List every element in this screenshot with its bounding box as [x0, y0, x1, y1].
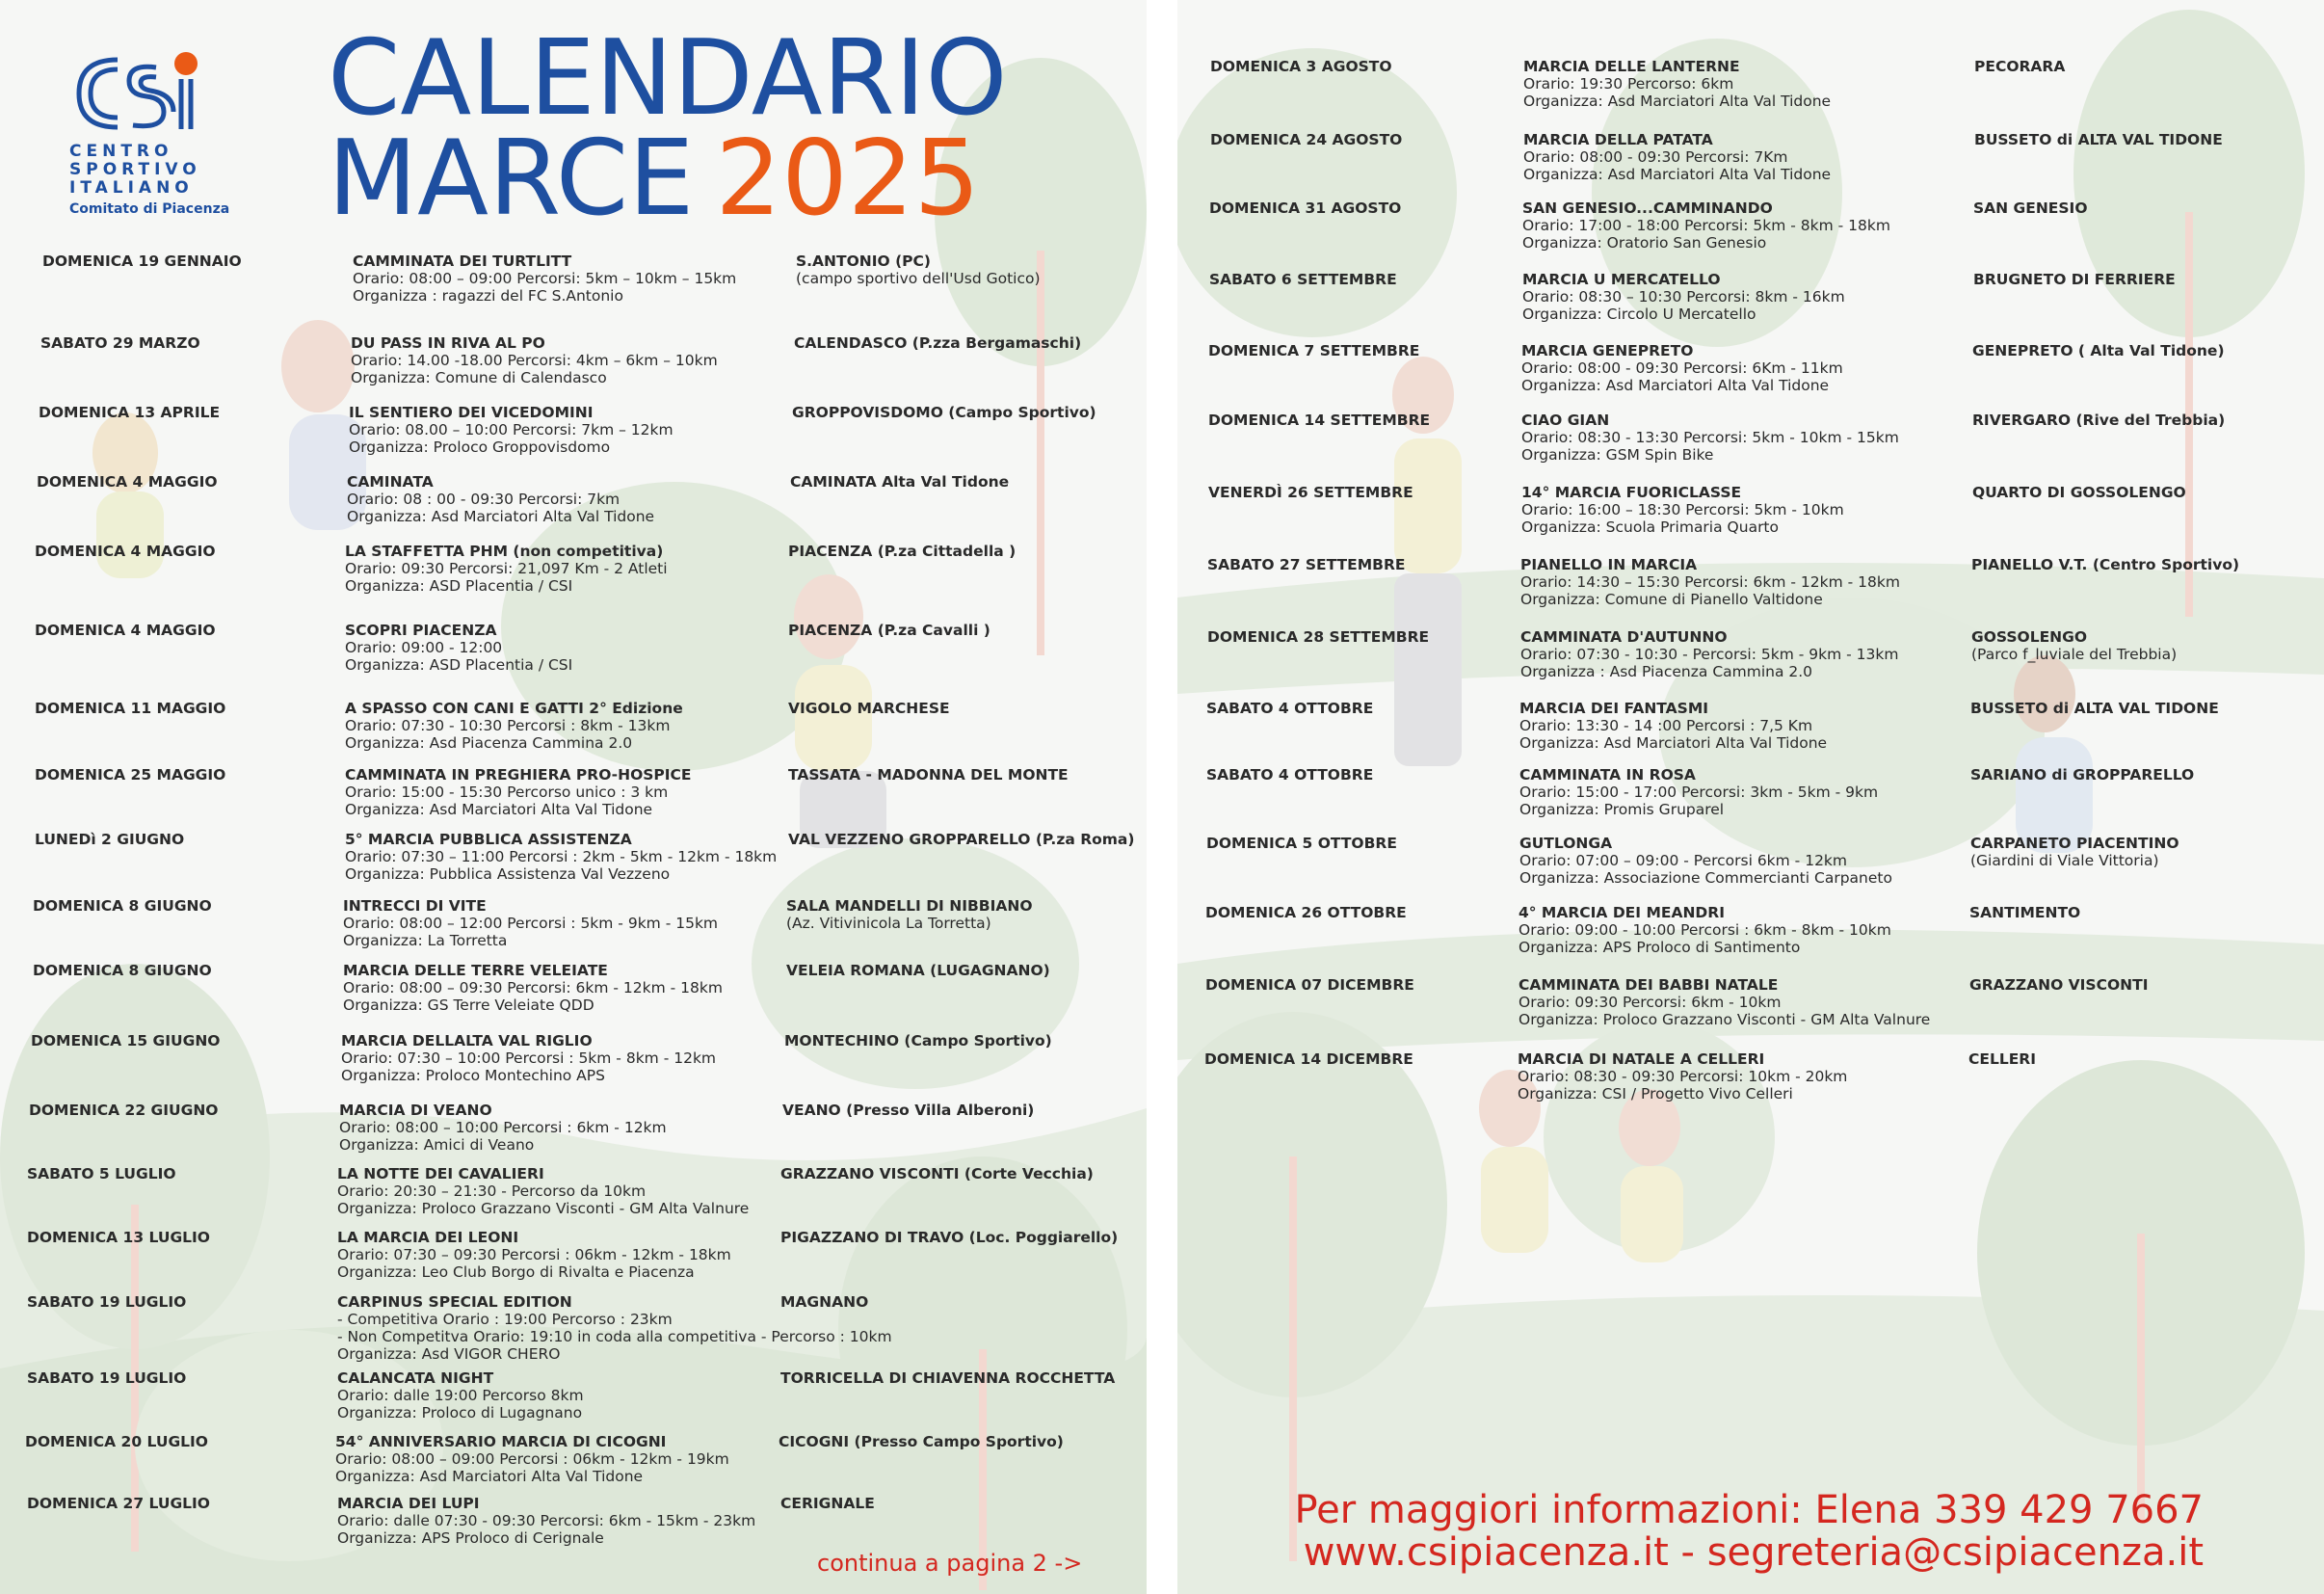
event-info-line: Orario: 09:30 Percorsi: 21,097 Km - 2 Atleti: [345, 560, 668, 577]
event-details: [345, 700, 683, 752]
event-info-line: Organizza: Comune di Calendasco: [351, 369, 607, 386]
event-info-line: Orario: 13:30 - 14 :00 Percorsi : 7,5 Km: [1519, 717, 1813, 734]
event-date: DOMENICA 19 GENNAIO: [42, 252, 242, 270]
event-details: [353, 252, 736, 305]
event-place-name: PIACENZA (P.za Cittadella ): [788, 543, 1017, 560]
event-date: DOMENICA 22 GIUGNO: [29, 1102, 219, 1119]
event-info-line: Organizza: Asd Piacenza Cammina 2.0: [345, 734, 633, 752]
event-name: CAMMINATA IN ROSA: [1519, 766, 1696, 784]
event-name: CAMMINATA IN PREGHIERA PRO-HOSPICE: [345, 766, 692, 784]
event-info-line: Organizza: Asd Marciatori Alta Val Tidone: [1523, 166, 1832, 183]
event-name: CAMINATA: [347, 473, 434, 491]
event-info-line: Organizza : ragazzi del FC S.Antonio: [353, 287, 623, 305]
event-date: DOMENICA 4 MAGGIO: [35, 622, 216, 639]
event-place-name: GROPPOVISDOMO (Campo Sportivo): [792, 404, 1096, 421]
event-place-name: GENEPRETO ( Alta Val Tidone): [1972, 342, 2225, 359]
logo-line-1: CENTRO: [69, 142, 173, 161]
event-place-name: TASSATA - MADONNA DEL MONTE: [788, 766, 1069, 784]
event-info-line: Orario: 08:00 – 09:00 Percorsi: 5km – 10km – 15km: [353, 270, 737, 287]
event-name: MARCIA DI NATALE A CELLERI: [1518, 1050, 1765, 1068]
event-info-line: Organizza: Proloco Montechino APS: [341, 1067, 605, 1084]
event-info-line: Orario: 07:30 - 10:30 - Percorsi: 5km - 9km - 13km: [1520, 646, 1899, 663]
event-place-name: GOSSOLENGO: [1971, 628, 2088, 646]
event-name: CAMMINATA DEI BABBI NATALE: [1519, 976, 1779, 994]
event-date: DOMENICA 13 LUGLIO: [27, 1229, 210, 1246]
event-name: SAN GENESIO...CAMMINANDO: [1522, 199, 1773, 217]
event-name: LA STAFFETTA PHM (non competitiva): [345, 543, 664, 560]
event-place-name: MONTECHINO (Campo Sportivo): [784, 1032, 1052, 1049]
event-details: [1520, 628, 1898, 680]
event-place-name: CELLERI: [1968, 1050, 2037, 1068]
event-info-line: Organizza: Proloco Grazzano Visconti - GM Alta Valnure: [337, 1200, 750, 1217]
event-place-name: QUARTO DI GOSSOLENGO: [1972, 484, 2186, 501]
right-page: [1177, 0, 2324, 1594]
event-date: SABATO 27 SETTEMBRE: [1207, 556, 1406, 573]
logo-subtitle: Comitato di Piacenza: [69, 201, 230, 217]
event-info-line: Orario: 09:00 - 12:00: [345, 639, 503, 656]
event-place: [1972, 412, 2225, 429]
left-page: [0, 0, 1147, 1594]
event-place: [780, 1293, 868, 1311]
event-place: [794, 334, 1081, 352]
event-details: [349, 404, 673, 456]
event-place: [1972, 342, 2225, 359]
event-date: SABATO 29 MARZO: [40, 334, 200, 352]
event-date: DOMENICA 14 DICEMBRE: [1204, 1050, 1413, 1068]
event-date: DOMENICA 7 SETTEMBRE: [1208, 342, 1420, 359]
event-place-name: TORRICELLA DI CHIAVENNA ROCCHETTA: [780, 1369, 1116, 1387]
event-info-line: - Competitiva Orario : 19:00 Percorso : 23km: [337, 1311, 673, 1328]
event-info-line: Orario: 07:30 – 10:00 Percorsi : 5km - 8km - 12km: [341, 1049, 717, 1067]
event-date: DOMENICA 25 MAGGIO: [35, 766, 226, 784]
event-details: [1521, 342, 1843, 394]
event-info-line: Organizza: Circolo U Mercatello: [1522, 306, 1756, 323]
event-details: [337, 1369, 584, 1421]
event-place-note: (campo sportivo dell'Usd Gotico): [796, 270, 1041, 287]
event-place: [1974, 131, 2223, 148]
event-place: [788, 766, 1069, 784]
event-info-line: Orario: 07:00 – 09:00 - Percorsi 6km - 12km: [1519, 852, 1848, 869]
event-date: DOMENICA 07 DICEMBRE: [1205, 976, 1414, 994]
event-place: [1970, 766, 2194, 784]
event-place: [1973, 199, 2088, 217]
event-info-line: Orario: 08:30 - 13:30 Percorsi: 5km - 10km - 15km: [1521, 429, 1899, 446]
event-place: [1971, 628, 2177, 663]
logo-line-2: SPORTIVO: [69, 160, 201, 179]
contact-phone: Per maggiori informazioni: Elena 339 429 7667: [1294, 1488, 2204, 1532]
title-line-1: CALENDARIO: [328, 18, 1008, 139]
event-name: LA MARCIA DEI LEONI: [337, 1229, 519, 1246]
event-name: CAMMINATA DEI TURTLITT: [353, 252, 572, 270]
event-details: [343, 897, 718, 949]
event-info-line: Orario: 08:00 – 09:30 Percorsi: 6km - 12km - 18km: [343, 979, 723, 996]
event-place-name: MAGNANO: [780, 1293, 869, 1311]
event-place-name: SARIANO di GROPPARELLO: [1970, 766, 2195, 784]
event-name: INTRECCI DI VITE: [343, 897, 487, 915]
event-date: SABATO 6 SETTEMBRE: [1209, 271, 1397, 288]
event-place-name: CERIGNALE: [780, 1495, 875, 1512]
event-details: [341, 1032, 716, 1084]
event-place-name: CALENDASCO (P.zza Bergamaschi): [794, 334, 1082, 352]
event-info-line: Orario: 08:00 - 09:30 Percorsi: 7Km: [1523, 148, 1788, 166]
event-date: DOMENICA 28 SETTEMBRE: [1207, 628, 1430, 646]
event-details: [1519, 904, 1891, 956]
event-place: [788, 622, 990, 639]
event-place: [788, 543, 1016, 560]
event-details: [1519, 976, 1930, 1028]
event-name: 5° MARCIA PUBBLICA ASSISTENZA: [345, 831, 632, 848]
contact-web-email: www.csipiacenza.it - segreteria@csipiacenza.it: [1303, 1530, 2204, 1575]
left-event-list: [0, 0, 1147, 1594]
event-place: [786, 962, 1050, 979]
event-name: MARCIA DI VEANO: [339, 1102, 492, 1119]
event-place-name: SALA MANDELLI DI NIBBIANO: [786, 897, 1033, 915]
event-info-line: Organizza: Promis Gruparel: [1519, 801, 1725, 818]
event-info-line: Organizza: Comune di Pianello Valtidone: [1520, 591, 1823, 608]
event-place: [1969, 904, 2080, 921]
event-place-note: (Az. Vitivinicola La Torretta): [786, 915, 991, 932]
event-place: [1972, 484, 2186, 501]
event-info-line: Orario: 07:30 – 11:00 Percorsi : 2km - 5km - 12km - 18km: [345, 848, 778, 865]
title-line-2: MARCE: [328, 119, 695, 239]
event-place-name: GRAZZANO VISCONTI: [1969, 976, 2149, 994]
event-date: DOMENICA 27 LUGLIO: [27, 1495, 210, 1512]
event-info-line: Orario: 15:00 - 17:00 Percorsi: 3km - 5km - 9km: [1519, 784, 1879, 801]
event-place: [780, 1229, 1118, 1246]
event-info-line: Organizza: Asd Marciatori Alta Val Tidone: [335, 1468, 644, 1485]
event-name: 4° MARCIA DEI MEANDRI: [1519, 904, 1725, 921]
event-info-line: Orario: 09:00 - 10:00 Percorsi : 6km - 8km - 10km: [1519, 921, 1891, 939]
event-date: DOMENICA 4 MAGGIO: [35, 543, 216, 560]
event-details: [345, 622, 572, 674]
event-details: [337, 1495, 755, 1547]
event-info-line: Organizza: Proloco Grazzano Visconti - GM Alta Valnure: [1519, 1011, 1931, 1028]
event-date: DOMENICA 11 MAGGIO: [35, 700, 226, 717]
event-place-name: PIANELLO V.T. (Centro Sportivo): [1971, 556, 2240, 573]
event-date: DOMENICA 31 AGOSTO: [1209, 199, 1402, 217]
event-name: MARCIA DELLE TERRE VELEIATE: [343, 962, 608, 979]
event-info-line: Orario: 19:30 Percorso: 6km: [1523, 75, 1734, 93]
event-details: [337, 1165, 749, 1217]
event-place-note: (Parco f_luviale del Trebbia): [1971, 646, 2178, 663]
event-info-line: Orario: 16:00 – 18:30 Percorsi: 5km - 10km: [1521, 501, 1844, 518]
event-details: [1521, 484, 1844, 536]
event-place-name: BUSSETO di ALTA VAL TIDONE: [1970, 700, 2219, 717]
event-info-line: Organizza: Asd Marciatori Alta Val Tidone: [347, 508, 655, 525]
event-place: [790, 473, 1009, 491]
event-info-line: Organizza: Amici di Veano: [339, 1136, 535, 1154]
event-name: MARCIA U MERCATELLO: [1522, 271, 1721, 288]
event-place-name: CARPANETO PIACENTINO: [1970, 835, 2179, 852]
event-date: DOMENICA 3 AGOSTO: [1210, 58, 1392, 75]
event-details: [1522, 271, 1845, 323]
event-place: [792, 404, 1096, 421]
event-name: MARCIA DELLA PATATA: [1523, 131, 1713, 148]
event-date: SABATO 4 OTTOBRE: [1206, 766, 1374, 784]
event-info-line: Organizza: Pubblica Assistenza Val Vezzeno: [345, 865, 671, 883]
event-name: GUTLONGA: [1519, 835, 1613, 852]
event-info-line: Organizza: Oratorio San Genesio: [1522, 234, 1767, 252]
event-date: DOMENICA 13 APRILE: [39, 404, 221, 421]
event-info-line: Organizza: GS Terre Veleiate QDD: [343, 996, 594, 1014]
event-place: [1970, 700, 2219, 717]
event-info-line: Orario: 14:30 – 15:30 Percorsi: 6km - 12km - 18km: [1520, 573, 1900, 591]
event-name: MARCIA DELLALTA VAL RIGLIO: [341, 1032, 593, 1049]
event-date: DOMENICA 8 GIUGNO: [33, 897, 212, 915]
event-details: [1521, 412, 1899, 464]
event-place: [1968, 1050, 2036, 1068]
event-place-name: CAMINATA Alta Val Tidone: [790, 473, 1010, 491]
event-place: [796, 252, 1041, 287]
event-info-line: Organizza: ASD Placentia / CSI: [345, 577, 573, 595]
event-date: SABATO 19 LUGLIO: [27, 1293, 187, 1311]
event-name: CIAO GIAN: [1521, 412, 1610, 429]
event-details: [337, 1229, 731, 1281]
event-place-name: S.ANTONIO (PC): [796, 252, 931, 270]
event-name: IL SENTIERO DEI VICEDOMINI: [349, 404, 594, 421]
event-details: [351, 334, 718, 386]
event-info-line: Orario: 14.00 -18.00 Percorsi: 4km – 6km – 10km: [351, 352, 718, 369]
event-info-line: Organizza: APS Proloco di Cerignale: [337, 1529, 604, 1547]
event-info-line: Organizza: Asd Marciatori Alta Val Tidone: [1519, 734, 1828, 752]
event-place-name: BRUGNETO DI FERRIERE: [1973, 271, 2176, 288]
event-date: DOMENICA 8 GIUGNO: [33, 962, 212, 979]
event-details: [1518, 1050, 1847, 1103]
event-details: [1522, 199, 1890, 252]
event-info-line: Organizza: Asd VIGOR CHERO: [337, 1345, 561, 1363]
event-date: DOMENICA 24 AGOSTO: [1210, 131, 1403, 148]
page-gutter: [1147, 0, 1177, 1594]
event-place: [779, 1433, 1064, 1450]
event-place-name: CICOGNI (Presso Campo Sportivo): [779, 1433, 1064, 1450]
event-name: MARCIA DEI FANTASMI: [1519, 700, 1709, 717]
event-info-line: Organizza: La Torretta: [343, 932, 508, 949]
event-details: [1523, 131, 1831, 183]
event-name: A SPASSO CON CANI E GATTI 2° Edizione: [345, 700, 683, 717]
event-info-line: Orario: dalle 07:30 - 09:30 Percorsi: 6km - 15km - 23km: [337, 1512, 756, 1529]
event-details: [347, 473, 654, 525]
event-details: [339, 1102, 667, 1154]
event-place-name: VIGOLO MARCHESE: [788, 700, 950, 717]
event-place-name: PIGAZZANO DI TRAVO (Loc. Poggiarello): [780, 1229, 1119, 1246]
event-info-line: Organizza: Proloco di Lugagnano: [337, 1404, 583, 1421]
event-info-line: Organizza: APS Proloco di Santimento: [1519, 939, 1801, 956]
event-date: DOMENICA 5 OTTOBRE: [1206, 835, 1397, 852]
event-info-line: Orario: 08 : 00 - 09:30 Percorsi: 7km: [347, 491, 621, 508]
event-name: CALANCATA NIGHT: [337, 1369, 494, 1387]
event-place-name: PECORARA: [1974, 58, 2066, 75]
event-info-line: Orario: 08:00 – 12:00 Percorsi : 5km - 9km - 15km: [343, 915, 719, 932]
event-info-line: Orario: 08.00 – 10:00 Percorsi: 7km – 12km: [349, 421, 673, 438]
event-place: [780, 1165, 1094, 1182]
event-place: [788, 831, 1134, 848]
event-place: [782, 1102, 1034, 1119]
event-place-name: RIVERGARO (Rive del Trebbia): [1972, 412, 2226, 429]
event-info-line: Orario: 08:00 - 09:30 Percorsi: 6Km - 11km: [1521, 359, 1843, 377]
event-info-line: Organizza: Asd Marciatori Alta Val Tidone: [1521, 377, 1830, 394]
event-details: [345, 543, 668, 595]
event-details: [1520, 556, 1900, 608]
event-info-line: Orario: 20:30 – 21:30 - Percorso da 10km: [337, 1182, 647, 1200]
event-place-name: GRAZZANO VISCONTI (Corte Vecchia): [780, 1165, 1094, 1182]
event-place: [780, 1369, 1115, 1387]
event-info-line: Orario: 08:30 - 09:30 Percorsi: 10km - 20km: [1518, 1068, 1848, 1085]
contact-info: [1294, 1489, 2204, 1574]
event-info-line: Organizza: Asd Marciatori Alta Val Tidone: [1523, 93, 1832, 110]
event-place-name: PIACENZA (P.za Cavalli ): [788, 622, 990, 639]
event-date: DOMENICA 20 LUGLIO: [25, 1433, 208, 1450]
event-name: CAMMINATA D'AUTUNNO: [1520, 628, 1728, 646]
event-place-note: (Giardini di Viale Vittoria): [1970, 852, 2159, 869]
event-details: [343, 962, 723, 1014]
event-info-line: Organizza: Asd Marciatori Alta Val Tidone: [345, 801, 653, 818]
event-details: [1519, 835, 1892, 887]
event-details: [345, 831, 777, 883]
event-place-name: SAN GENESIO: [1973, 199, 2088, 217]
event-name: CARPINUS SPECIAL EDITION: [337, 1293, 572, 1311]
event-place: [1971, 556, 2239, 573]
event-name: SCOPRI PIACENZA: [345, 622, 497, 639]
event-place: [1974, 58, 2065, 75]
event-place: [788, 700, 950, 717]
event-info-line: Orario: 09:30 Percorsi: 6km - 10km: [1519, 994, 1782, 1011]
event-info-line: Orario: 08:00 – 09:00 Percorsi : 06km - 12km - 19km: [335, 1450, 729, 1468]
event-info-line: Organizza: ASD Placentia / CSI: [345, 656, 573, 674]
event-place-name: VEANO (Presso Villa Alberoni): [782, 1102, 1035, 1119]
event-info-line: Orario: dalle 19:00 Percorso 8km: [337, 1387, 584, 1404]
event-info-line: Orario: 08:00 – 10:00 Percorsi : 6km - 12km: [339, 1119, 667, 1136]
event-info-line: Organizza: Associazione Commercianti Carpaneto: [1519, 869, 1892, 887]
event-info-line: Orario: 17:00 - 18:00 Percorsi: 5km - 8km - 18km: [1522, 217, 1890, 234]
event-date: VENERDÌ 26 SETTEMBRE: [1208, 484, 1413, 501]
event-place-name: VELEIA ROMANA (LUGAGNANO): [786, 962, 1050, 979]
event-info-line: Organizza : Asd Piacenza Cammina 2.0: [1520, 663, 1813, 680]
event-name: 54° ANNIVERSARIO MARCIA DI CICOGNI: [335, 1433, 667, 1450]
event-name: PIANELLO IN MARCIA: [1520, 556, 1698, 573]
event-place: [1970, 835, 2179, 869]
event-info-line: - Non Competitva Orario: 19:10 in coda alla competitiva - Percorso : 10km: [337, 1328, 892, 1345]
event-date: DOMENICA 15 GIUGNO: [31, 1032, 221, 1049]
event-place-name: SANTIMENTO: [1969, 904, 2081, 921]
event-place: [780, 1495, 875, 1512]
event-date: DOMENICA 26 OTTOBRE: [1205, 904, 1407, 921]
event-info-line: Organizza: Proloco Groppovisdomo: [349, 438, 611, 456]
event-name: MARCIA DEI LUPI: [337, 1495, 480, 1512]
event-name: 14° MARCIA FUORICLASSE: [1521, 484, 1742, 501]
event-info-line: Orario: 08:30 – 10:30 Percorsi: 8km - 16km: [1522, 288, 1845, 306]
event-date: DOMENICA 14 SETTEMBRE: [1208, 412, 1431, 429]
event-place-name: BUSSETO di ALTA VAL TIDONE: [1974, 131, 2223, 148]
event-date: LUNEDì 2 GIUGNO: [35, 831, 185, 848]
event-place: [786, 897, 1033, 932]
title-year: 2025: [715, 119, 981, 239]
event-place-name: VAL VEZZENO GROPPARELLO (P.za Roma): [788, 831, 1135, 848]
event-name: MARCIA DELLE LANTERNE: [1523, 58, 1740, 75]
event-details: [1519, 700, 1827, 752]
right-event-list: [1177, 0, 2324, 1594]
event-name: LA NOTTE DEI CAVALIERI: [337, 1165, 544, 1182]
event-place: [1969, 976, 2148, 994]
event-date: DOMENICA 4 MAGGIO: [37, 473, 218, 491]
event-name: MARCIA GENEPRETO: [1521, 342, 1694, 359]
logo-line-3: ITALIANO: [69, 178, 194, 198]
event-name: DU PASS IN RIVA AL PO: [351, 334, 545, 352]
event-details: [345, 766, 692, 818]
event-info-line: Organizza: CSI / Progetto Vivo Celleri: [1518, 1085, 1793, 1103]
event-date: SABATO 4 OTTOBRE: [1206, 700, 1374, 717]
event-info-line: Orario: 15:00 - 15:30 Percorso unico : 3 km: [345, 784, 669, 801]
event-info-line: Organizza: Leo Club Borgo di Rivalta e Piacenza: [337, 1263, 695, 1281]
event-date: SABATO 5 LUGLIO: [27, 1165, 176, 1182]
continue-link: continua a pagina 2 ->: [817, 1550, 1083, 1577]
event-info-line: Orario: 07:30 – 09:30 Percorsi : 06km - 12km - 18km: [337, 1246, 731, 1263]
event-info-line: Organizza: GSM Spin Bike: [1521, 446, 1714, 464]
event-details: [1519, 766, 1878, 818]
event-date: SABATO 19 LUGLIO: [27, 1369, 187, 1387]
event-info-line: Organizza: Scuola Primaria Quarto: [1521, 518, 1779, 536]
event-details: [1523, 58, 1831, 110]
event-place: [784, 1032, 1052, 1049]
event-details: [335, 1433, 729, 1485]
event-place: [1973, 271, 2176, 288]
event-info-line: Orario: 07:30 - 10:30 Percorsi : 8km - 13km: [345, 717, 671, 734]
